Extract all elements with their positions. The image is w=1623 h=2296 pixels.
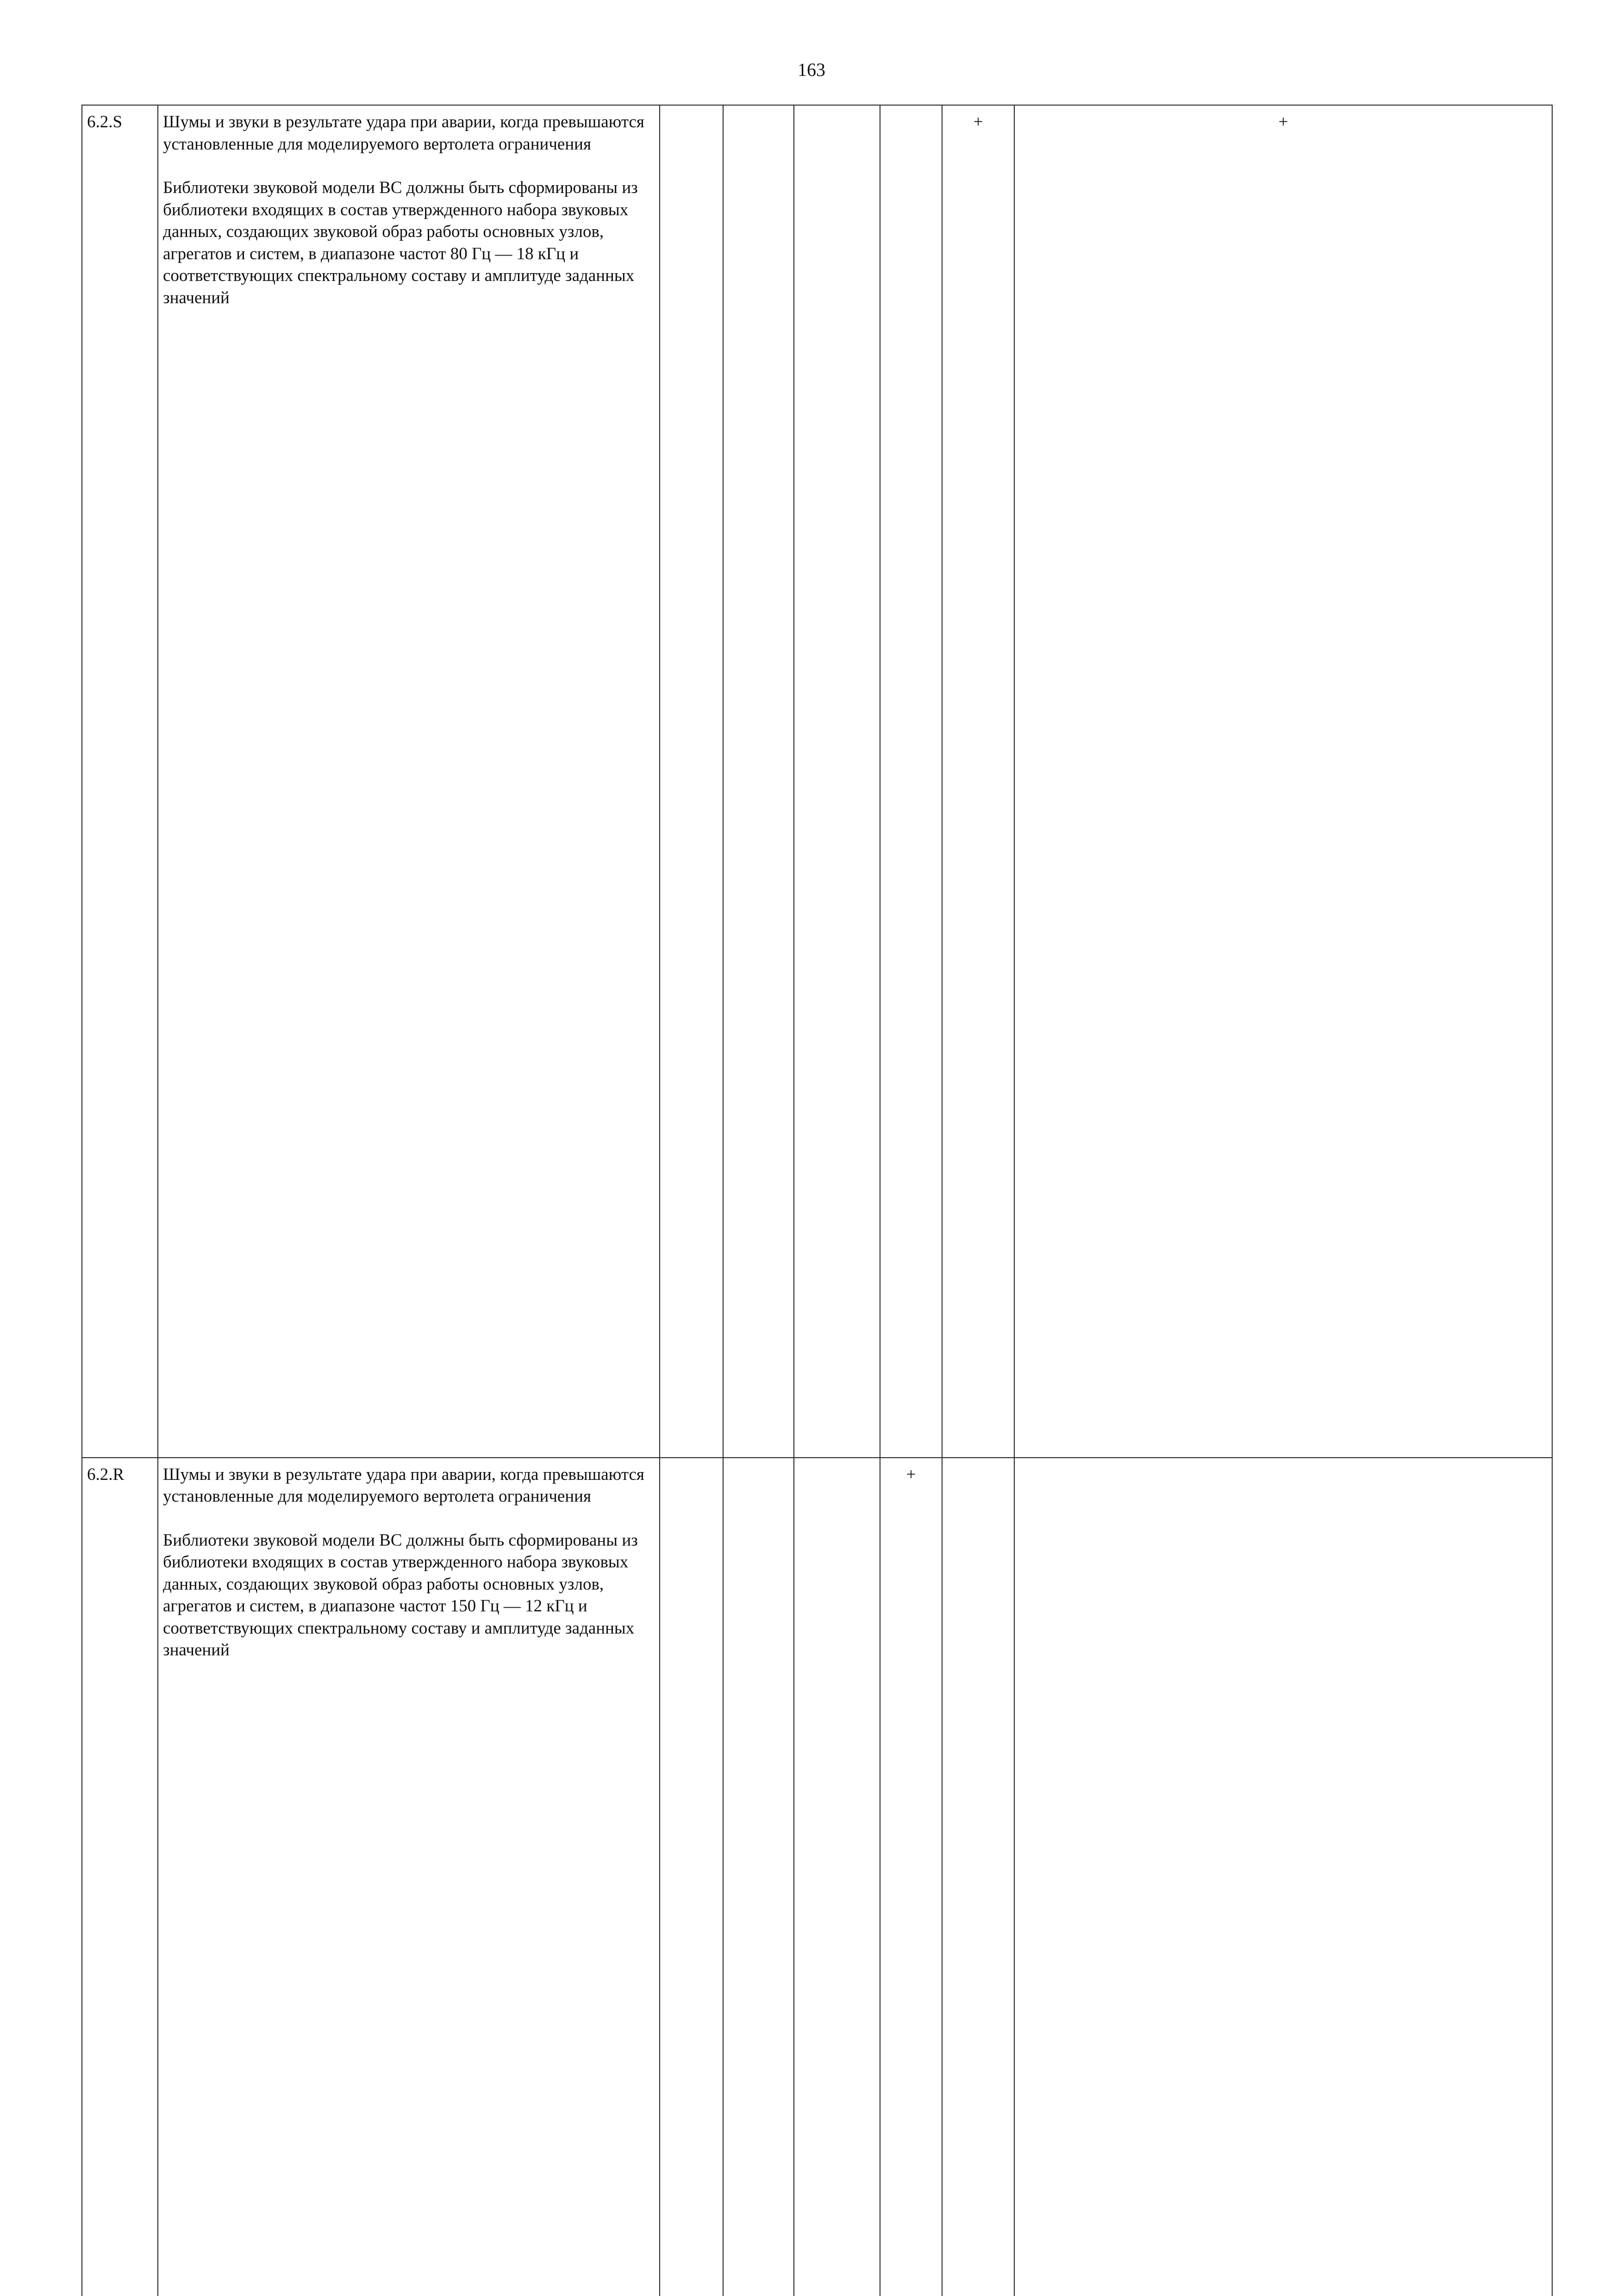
mark-cell — [723, 105, 794, 1458]
requirement-cell — [158, 105, 660, 1458]
mark-cell — [660, 1458, 723, 2296]
requirement-text: Шумы и звуки в результате удара при аварии, когда превышаются установленные для моделируемого вертолета ограничения — [163, 111, 655, 155]
mark-cell: + — [880, 1458, 942, 2296]
requirement-text: Библиотеки звуковой модели ВС должны быть сформированы из библиотеки входящих в состав утвержденного набора звуковых данных, создающих звуковой образ работы основных узлов, агрегатов и систем, в диапазоне частот 150 Гц — 12 кГц и соответствующих спектральному составу и амплитуде заданных значений — [163, 1529, 655, 1661]
mark-cell — [794, 1458, 880, 2296]
requirements-table — [81, 105, 1553, 2296]
mark-cell: + — [942, 105, 1014, 1458]
requirement-cell — [158, 1458, 660, 2296]
mark-cell — [660, 105, 723, 1458]
table-row — [82, 105, 1552, 1458]
table-row — [82, 1458, 1552, 2296]
mark-cell — [880, 105, 942, 1458]
row-id: 6.2.S — [82, 105, 158, 1458]
mark-cell — [1014, 1458, 1552, 2296]
requirement-text: Библиотеки звуковой модели ВС должны быть сформированы из библиотеки входящих в состав утвержденного набора звуковых данных, создающих звуковой образ работы основных узлов, агрегатов и систем, в диапазоне частот 80 Гц — 18 кГц и соответствующих спектральному составу и амплитуде заданных значений — [163, 177, 655, 309]
mark-cell — [942, 1458, 1014, 2296]
mark-cell — [794, 105, 880, 1458]
page-number: 163 — [0, 58, 1623, 81]
mark-cell: + — [1014, 105, 1552, 1458]
mark-cell — [723, 1458, 794, 2296]
row-id: 6.2.R — [82, 1458, 158, 2296]
requirement-text: Шумы и звуки в результате удара при аварии, когда превышаются установленные для моделируемого вертолета ограничения — [163, 1464, 655, 1508]
